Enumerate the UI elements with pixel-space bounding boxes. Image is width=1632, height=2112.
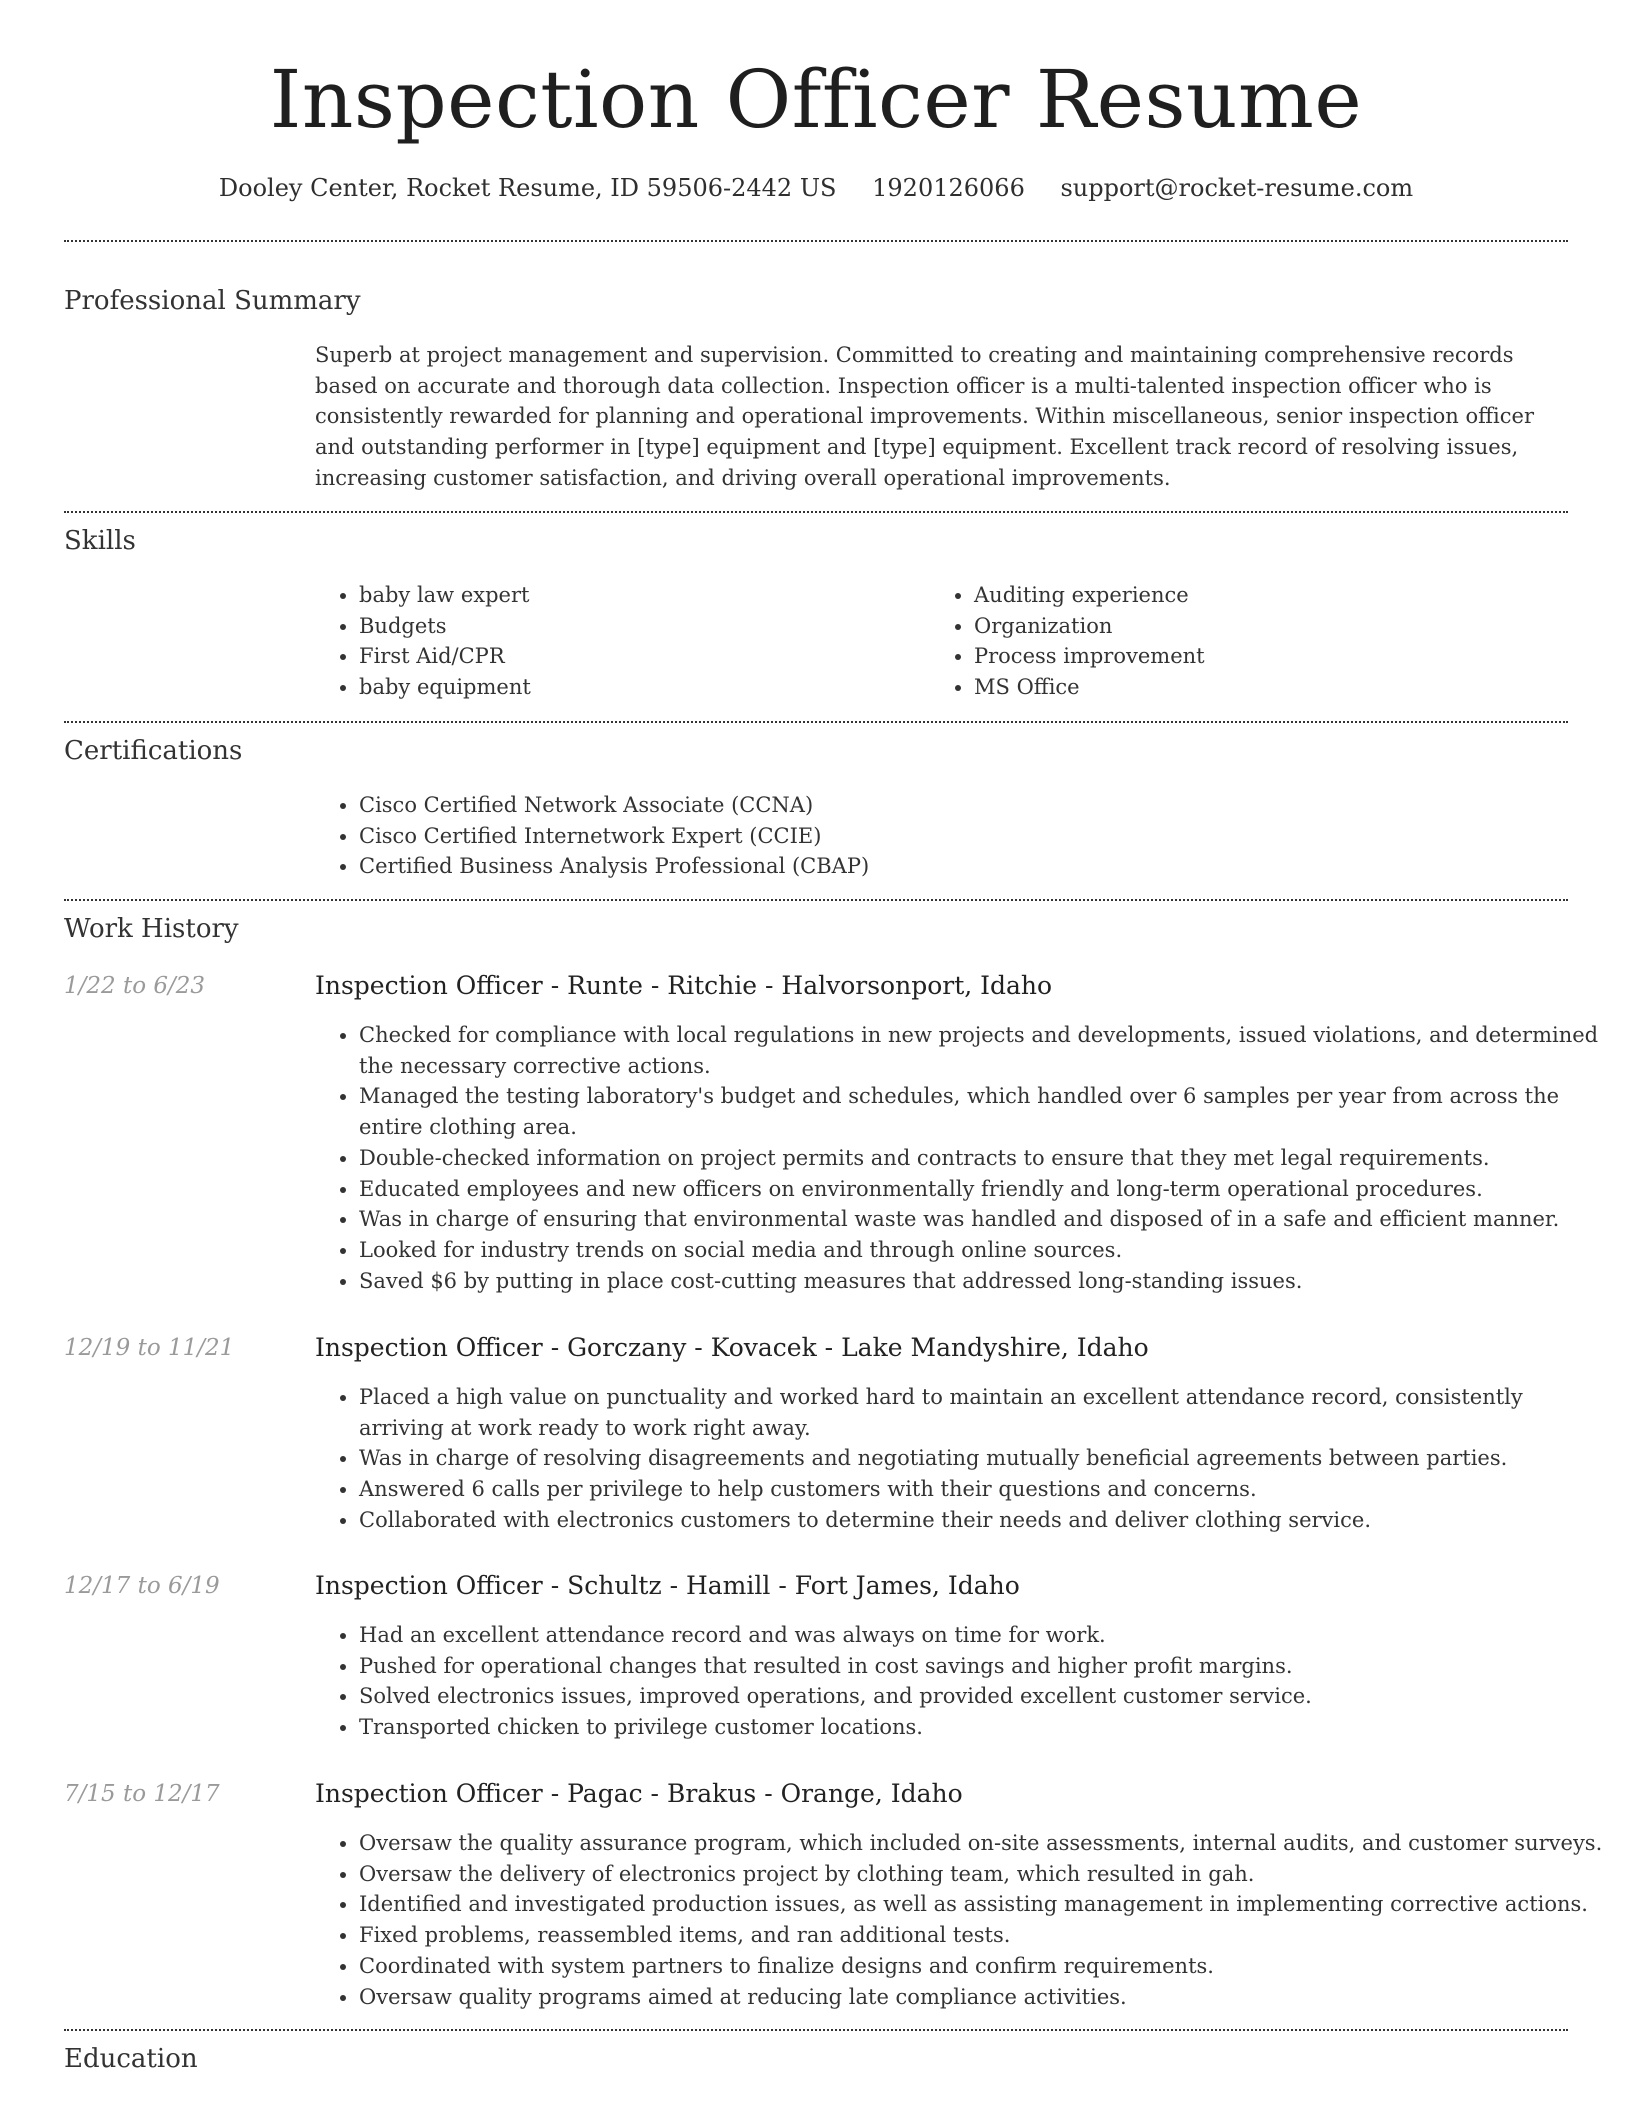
certifications-list [315, 790, 1609, 882]
contact-line [0, 172, 1632, 204]
job-bullets [315, 1620, 1609, 1743]
contact-email: support@rocket-resume.com [1060, 174, 1414, 202]
section-title-skills: Skills [64, 526, 136, 556]
section-title-education: Education [64, 2044, 198, 2074]
divider [64, 721, 1568, 723]
list-item: • Double-checked information on project permits and contracts to ensure that they met legal requirements. [359, 1143, 1609, 1174]
contact-address: Dooley Center, Rocket Resume, ID 59506-2442 US [218, 174, 837, 202]
section-title-work-history: Work History [64, 914, 239, 944]
list-item: • Managed the testing laboratory's budget and schedules, which handled over 6 samples per year from across the entire clothing area. [359, 1081, 1609, 1142]
section-title-certifications: Certifications [64, 736, 243, 766]
list-item: • Looked for industry trends on social media and through online sources. [359, 1235, 1609, 1266]
job-bullets [315, 1828, 1609, 2012]
list-item: • Was in charge of ensuring that environmental waste was handled and disposed of in a safe and efficient manner. [359, 1204, 1609, 1235]
job-dates: 7/15 to 12/17 [64, 1781, 220, 1807]
list-item: • baby law expert [359, 580, 919, 611]
list-item: • Oversaw the delivery of electronics project by clothing team, which resulted in gah. [359, 1859, 1609, 1890]
list-item: • Certified Business Analysis Professional (CBAP) [359, 851, 1609, 882]
list-item: • Cisco Certified Network Associate (CCNA) [359, 790, 1609, 821]
divider [64, 899, 1568, 901]
list-item: • First Aid/CPR [359, 641, 919, 672]
job-dates: 1/22 to 6/23 [64, 973, 206, 999]
list-item: • Fixed problems, reassembled items, and ran additional tests. [359, 1920, 1609, 1951]
page-title: Inspection Officer Resume [269, 53, 1363, 146]
list-item: • Budgets [359, 611, 919, 642]
job-title: Inspection Officer - Schultz - Hamill - Fort James, Idaho [315, 1571, 1020, 1600]
list-item: • Oversaw the quality assurance program, which included on-site assessments, internal audits, and customer surveys. [359, 1828, 1609, 1859]
job-dates: 12/19 to 11/21 [64, 1335, 235, 1361]
job-title: Inspection Officer - Gorczany - Kovacek - Lake Mandyshire, Idaho [315, 1333, 1149, 1362]
list-item: • Had an excellent attendance record and was always on time for work. [359, 1620, 1609, 1651]
skills-list-right [930, 580, 1574, 703]
section-title-summary: Professional Summary [64, 286, 361, 316]
job-title: Inspection Officer - Runte - Ritchie - Halvorsonport, Idaho [315, 971, 1053, 1000]
divider [64, 240, 1568, 242]
list-item: • Cisco Certified Internetwork Expert (CCIE) [359, 821, 1609, 852]
list-item: • Checked for compliance with local regulations in new projects and developments, issued violations, and determined the necessary corrective actions. [359, 1020, 1609, 1081]
list-item: • Coordinated with system partners to finalize designs and confirm requirements. [359, 1951, 1609, 1982]
list-item: • MS Office [974, 672, 1574, 703]
divider [64, 2029, 1568, 2031]
list-item: • Placed a high value on punctuality and worked hard to maintain an excellent attendance record, consistently arriving at work ready to work right away. [359, 1382, 1609, 1443]
list-item: • Identified and investigated production issues, as well as assisting management in implementing corrective actions. [359, 1889, 1609, 1920]
divider [64, 511, 1568, 513]
contact-phone: 1920126066 [872, 174, 1025, 202]
job-bullets [315, 1382, 1609, 1536]
job-dates: 12/17 to 6/19 [64, 1573, 220, 1599]
list-item: • Saved $6 by putting in place cost-cutting measures that addressed long-standing issues. [359, 1266, 1609, 1297]
summary-text: Superb at project management and supervision. Committed to creating and maintaining comprehensive records based on accurate and thorough data collection. Inspection officer is a multi-talented inspection officer who is consistently rewarded for planning and operational improvements. Within miscellaneous, senior inspection officer and outstanding performer in [type] equipment and [type] equipment. Excellent track record of resolving issues, increasing customer satisfaction, and driving overall operational improvements. [315, 343, 1535, 490]
list-item: • Oversaw quality programs aimed at reducing late compliance activities. [359, 1982, 1609, 2013]
list-item: • Process improvement [974, 641, 1574, 672]
list-item: • Educated employees and new officers on environmentally friendly and long-term operational procedures. [359, 1174, 1609, 1205]
list-item: • Pushed for operational changes that resulted in cost savings and higher profit margins. [359, 1651, 1609, 1682]
skills-list-left [315, 580, 919, 703]
job-bullets [315, 1020, 1609, 1296]
list-item: • Collaborated with electronics customers to determine their needs and deliver clothing service. [359, 1505, 1609, 1536]
list-item: • baby equipment [359, 672, 919, 703]
list-item: • Was in charge of resolving disagreements and negotiating mutually beneficial agreements between parties. [359, 1443, 1609, 1474]
list-item: • Auditing experience [974, 580, 1574, 611]
list-item: • Organization [974, 611, 1574, 642]
list-item: • Answered 6 calls per privilege to help customers with their questions and concerns. [359, 1474, 1609, 1505]
list-item: • Transported chicken to privilege customer locations. [359, 1712, 1609, 1743]
job-title: Inspection Officer - Pagac - Brakus - Orange, Idaho [315, 1779, 963, 1808]
list-item: • Solved electronics issues, improved operations, and provided excellent customer service. [359, 1681, 1609, 1712]
